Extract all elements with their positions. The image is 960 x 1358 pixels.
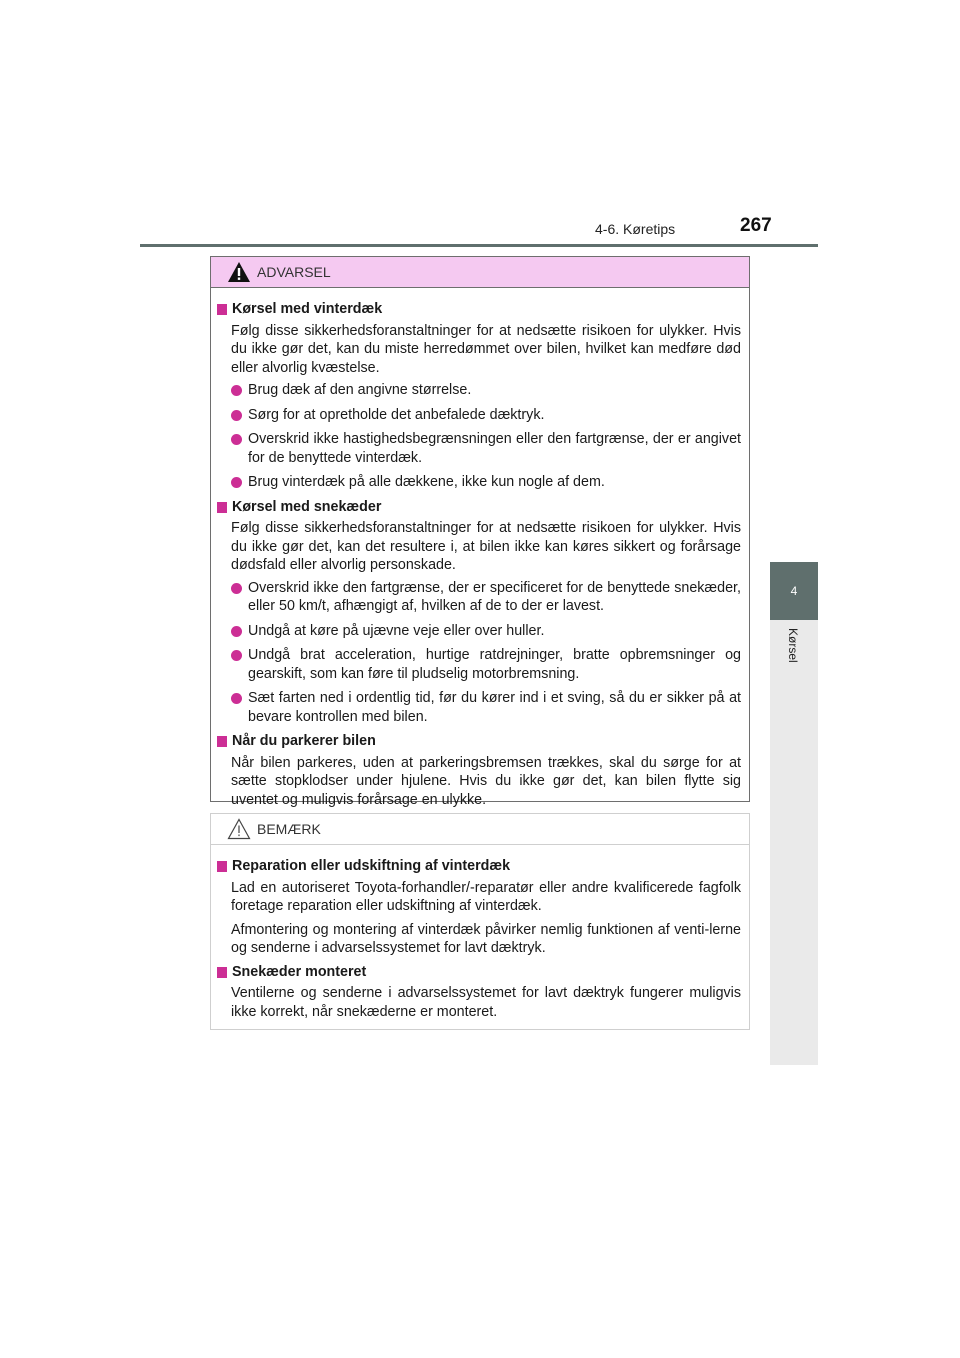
notice-box xyxy=(210,813,750,1030)
list-item: Overskrid ikke den fartgrænse, der er specificeret for de benyttede snekæder, eller 50 km/t, afhængigt af, hvilken af de to der er lavest. xyxy=(217,579,741,616)
list-item: Brug dæk af den angivne størrelse. xyxy=(217,381,741,400)
section-heading: Kørsel med vinterdæk xyxy=(217,300,741,319)
section-heading: Når du parkerer bilen xyxy=(217,732,741,751)
chapter-tab xyxy=(770,562,818,620)
list-item: Undgå at køre på ujævne veje eller over huller. xyxy=(217,622,741,641)
paragraph: Følg disse sikkerhedsforanstaltninger for at nedsætte risikoen for ulykker. Hvis du ikke gør det, kan du miste herredømmet over bilen, hvilket kan medføre død eller alvorlig kvæstelse. xyxy=(231,322,741,376)
circle-bullet-icon xyxy=(231,385,242,396)
notice-header xyxy=(211,814,749,845)
paragraph: Følg disse sikkerhedsforanstaltninger for at nedsætte risikoen for ulykker. Hvis du ikke gør det, kan det resultere i, at bilen ikke kan køres sikkert og forårsage dødsfald eller alvorlig personskade. xyxy=(231,520,741,573)
circle-bullet-icon xyxy=(231,583,242,594)
circle-bullet-icon xyxy=(231,410,242,421)
list-item: Undgå brat acceleration, hurtige ratdrejninger, bratte opbremsninger og gearskift, som kan føre til pludselig motorbremsning. xyxy=(217,646,741,683)
page-number: 267 xyxy=(740,215,772,236)
circle-bullet-icon xyxy=(231,693,242,704)
circle-bullet-icon xyxy=(231,650,242,661)
chapter-label: Kørsel xyxy=(786,628,800,663)
warning-body xyxy=(211,288,749,809)
warning-title: ADVARSEL xyxy=(257,263,331,280)
list-item: Brug vinterdæk på alle dækkene, ikke kun nogle af dem. xyxy=(217,473,741,492)
header-rule xyxy=(140,244,818,247)
chapter-side-strip xyxy=(770,620,818,1065)
section-heading: Snekæder monteret xyxy=(217,963,741,982)
circle-bullet-icon xyxy=(231,477,242,488)
notice-triangle-outline-icon xyxy=(227,818,251,840)
paragraph: Afmontering og montering af vinterdæk påvirker nemlig funktionen af venti-lerne og senderne i advarselssystemet for lavt dæktryk. xyxy=(231,921,741,956)
section-heading: Reparation eller udskiftning af vinterdæk xyxy=(217,857,741,876)
list-item: Sørg for at opretholde det anbefalede dæktryk. xyxy=(217,406,741,425)
notice-body xyxy=(211,845,749,1021)
section-title: 4-6. Køretips xyxy=(595,221,676,237)
square-bullet-icon xyxy=(217,502,227,513)
square-bullet-icon xyxy=(217,736,227,747)
warning-triangle-icon xyxy=(227,261,251,283)
list-item: Overskrid ikke hastighedsbegrænsningen eller den fartgrænse, der er angivet for de benyttede vinterdæk. xyxy=(217,430,741,467)
circle-bullet-icon xyxy=(231,434,242,445)
warning-box xyxy=(210,256,750,808)
square-bullet-icon xyxy=(217,304,227,315)
warning-header xyxy=(211,257,749,288)
chapter-number: 4 xyxy=(790,584,798,598)
list-item: Sæt farten ned i ordentlig tid, før du kører ind i et sving, så du er sikker på at bevare kontrollen med bilen. xyxy=(217,689,741,726)
square-bullet-icon xyxy=(217,861,227,872)
paragraph: Når bilen parkeres, uden at parkeringsbremsen trækkes, skal du sørge for at sætte stopklodser under hjulene. Hvis du ikke gør det, kan bilen flytte sig uventet og muligvis forårsage en ulykke. xyxy=(231,754,741,808)
paragraph: Lad en autoriseret Toyota-forhandler/-reparatør eller andre kvalificerede fagfolk foretage reparation eller udskiftning af vinterdæk. xyxy=(231,879,741,914)
paragraph: Ventilerne og senderne i advarselssystemet for lavt dæktryk fungerer muligvis ikke korrekt, når snekæderne er monteret. xyxy=(231,985,741,1020)
circle-bullet-icon xyxy=(231,626,242,637)
notice-title: BEMÆRK xyxy=(257,820,321,837)
section-heading: Kørsel med snekæder xyxy=(217,498,741,517)
square-bullet-icon xyxy=(217,967,227,978)
